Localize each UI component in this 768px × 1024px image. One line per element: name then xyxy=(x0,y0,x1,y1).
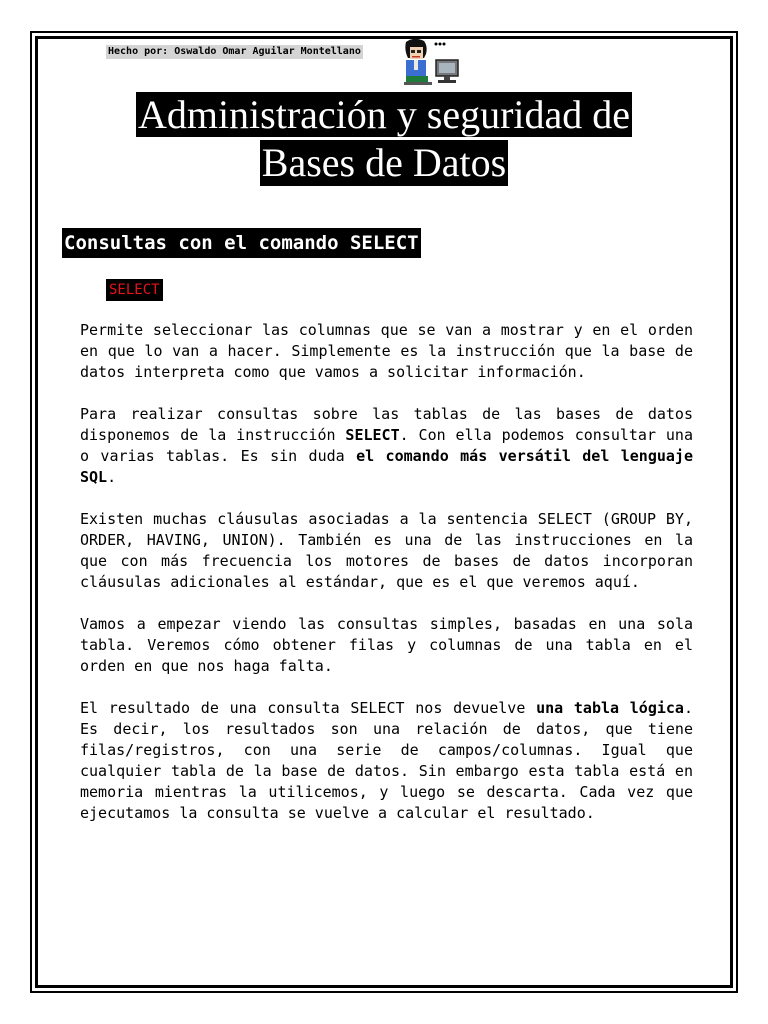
title-line-1: Administración y seguridad de xyxy=(137,92,631,137)
paragraph-5-text: El resultado de una consulta SELECT nos devuelve xyxy=(80,699,537,717)
paragraph-3: Existen muchas cláusulas asociadas a la sentencia SELECT (GROUP BY, ORDER, HAVING, UNION). También es una de las instrucciones en la que con más frecuencia los motores de bases de datos incorporan cláusulas adicionales al estándar, que es el que veremos aquí. xyxy=(80,510,693,591)
paragraph-2-text-2: . Con ella podemos consultar una o varias tablas. Es sin duda xyxy=(80,426,693,465)
author-credit: Hecho por: Oswaldo Omar Aguilar Montellano xyxy=(108,46,361,57)
paragraph-2-bold-versatile: el comando más versátil del lenguaje SQL xyxy=(80,447,693,486)
title-line-2: Bases de Datos xyxy=(261,140,507,185)
paragraph-5-text-2: . Es decir, los resultados son una relación de datos, que tiene filas/registros, con una serie de campos/columnas. Igual que cualquier tabla de la base de datos. Sin embargo esta tabla está en memoria mientras la utilicemos, y luego se descarta. Cada vez que ejecutamos la consulta se vuelve a calcular el resultado. xyxy=(80,699,693,822)
section-heading: Consultas con el comando SELECT xyxy=(62,228,421,258)
paragraph-2 xyxy=(80,404,693,488)
body-text xyxy=(80,320,693,845)
document-title xyxy=(0,92,768,186)
paragraph-2-text: Para realizar consultas sobre las tablas de las bases de datos disponemos de la instrucción xyxy=(80,405,693,444)
person-at-computer-icon xyxy=(400,38,462,86)
paragraph-2-text-3: . xyxy=(107,468,117,486)
paragraph-4: Vamos a empezar viendo las consultas simples, basadas en una sola tabla. Veremos cómo obtener filas y columnas de una tabla en el orden en que nos haga falta. xyxy=(80,615,693,675)
paragraph-1: Permite seleccionar las columnas que se van a mostrar y en el orden en que lo van a hacer. Simplemente es la instrucción que la base de datos interpreta como que vamos a solicitar información. xyxy=(80,321,693,381)
paragraph-5 xyxy=(80,698,693,824)
select-keyword-label: SELECT xyxy=(106,279,163,301)
paragraph-2-bold-select: SELECT xyxy=(345,426,400,444)
paragraph-5-bold-logical-table: una tabla lógica xyxy=(536,699,684,717)
